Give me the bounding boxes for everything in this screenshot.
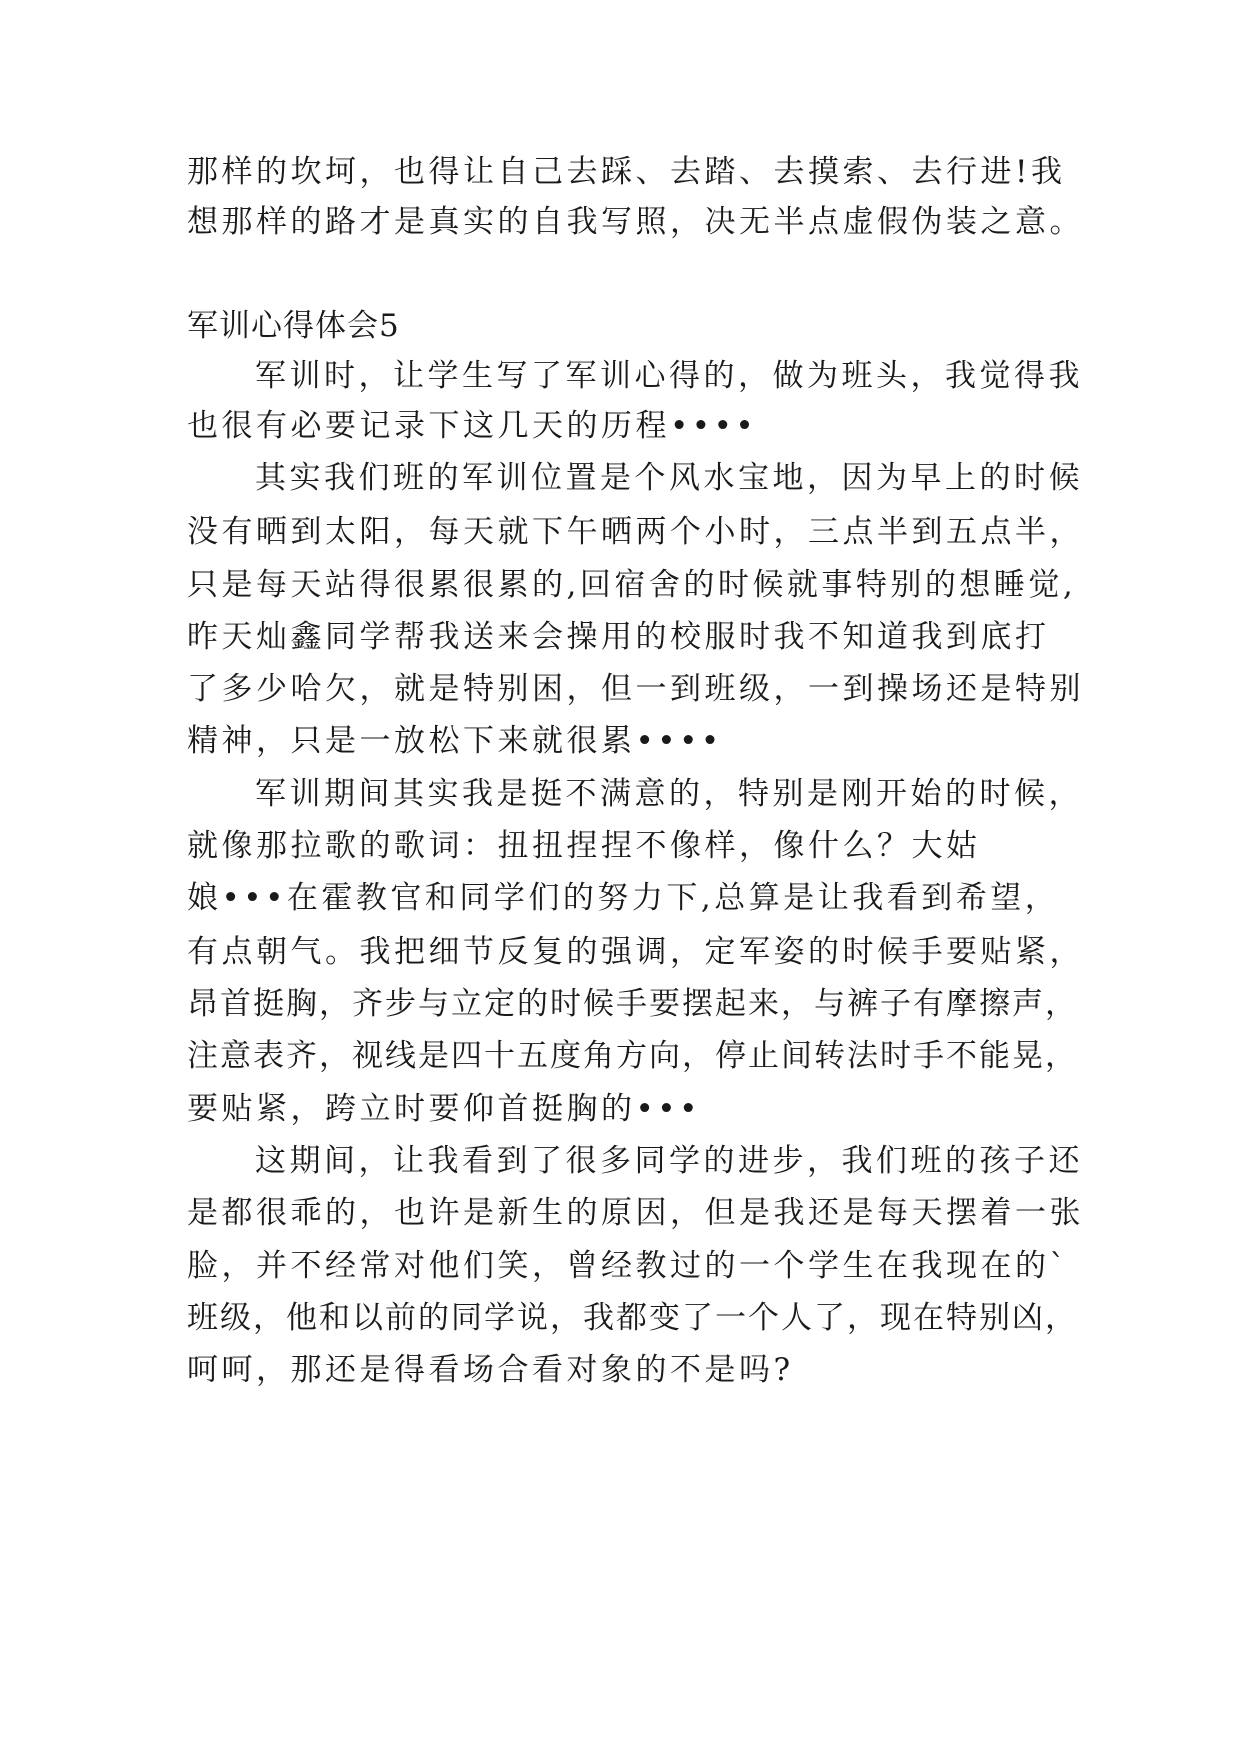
text-line: 有点朝气。我把细节反复的强调，定军姿的时候手要贴紧， <box>187 934 1084 970</box>
text-line: 了多少哈欠，就是特别困，但一到班级，一到操场还是特别 <box>187 671 1084 707</box>
text-line: 是都很乖的，也许是新生的原因，但是我还是每天摆着一张 <box>187 1195 1084 1231</box>
text-line: 昨天灿鑫同学帮我送来会操用的校服时我不知道我到底打 <box>187 619 1050 655</box>
text-line: 娘•••在霍教官和同学们的努力下,总算是让我看到希望， <box>187 880 1060 916</box>
text-line: 呵呵，那还是得看场合看对象的不是吗? <box>187 1352 794 1388</box>
text-line: 注意表齐，视线是四十五度角方向，停止间转法时手不能晃， <box>187 1038 1078 1074</box>
text-line: 班级，他和以前的同学说，我都变了一个人了，现在特别凶， <box>187 1300 1078 1336</box>
text-line: 没有晒到太阳，每天就下午晒两个小时，三点半到五点半， <box>187 514 1084 550</box>
paragraph-start-line: 军训时，让学生写了军训心得的，做为班头，我觉得我 <box>255 358 1083 394</box>
section-title: 军训心得体会5 <box>187 308 400 344</box>
text-line: 就像那拉歌的歌词：扭扭捏捏不像样，像什么？大姑 <box>187 828 981 864</box>
text-line: 也很有必要记录下这几天的历程•••• <box>187 408 758 444</box>
text-line: 昂首挺胸，齐步与立定的时候手要摆起来，与裤子有摩擦声， <box>187 986 1078 1022</box>
text-line: 只是每天站得很累很累的,回宿舍的时候就事特别的想睡觉, <box>187 567 1077 603</box>
text-line: 要贴紧，跨立时要仰首挺胸的••• <box>187 1091 701 1127</box>
text-line: 那样的坎坷，也得让自己去踩、去踏、去摸索、去行进!我 <box>187 154 1066 190</box>
text-line: 精神，只是一放松下来就很累•••• <box>187 723 723 759</box>
paragraph-start-line: 这期间，让我看到了很多同学的进步，我们班的孩子还 <box>255 1143 1083 1179</box>
paragraph-start-line: 军训期间其实我是挺不满意的，特别是刚开始的时候， <box>255 776 1083 812</box>
text-line: 想那样的路才是真实的自我写照，决无半点虚假伪装之意。 <box>187 204 1084 240</box>
paragraph-start-line: 其实我们班的军训位置是个风水宝地，因为早上的时候 <box>255 460 1083 496</box>
text-line: 脸，并不经常对他们笑，曾经教过的一个学生在我现在的` <box>187 1248 1069 1284</box>
